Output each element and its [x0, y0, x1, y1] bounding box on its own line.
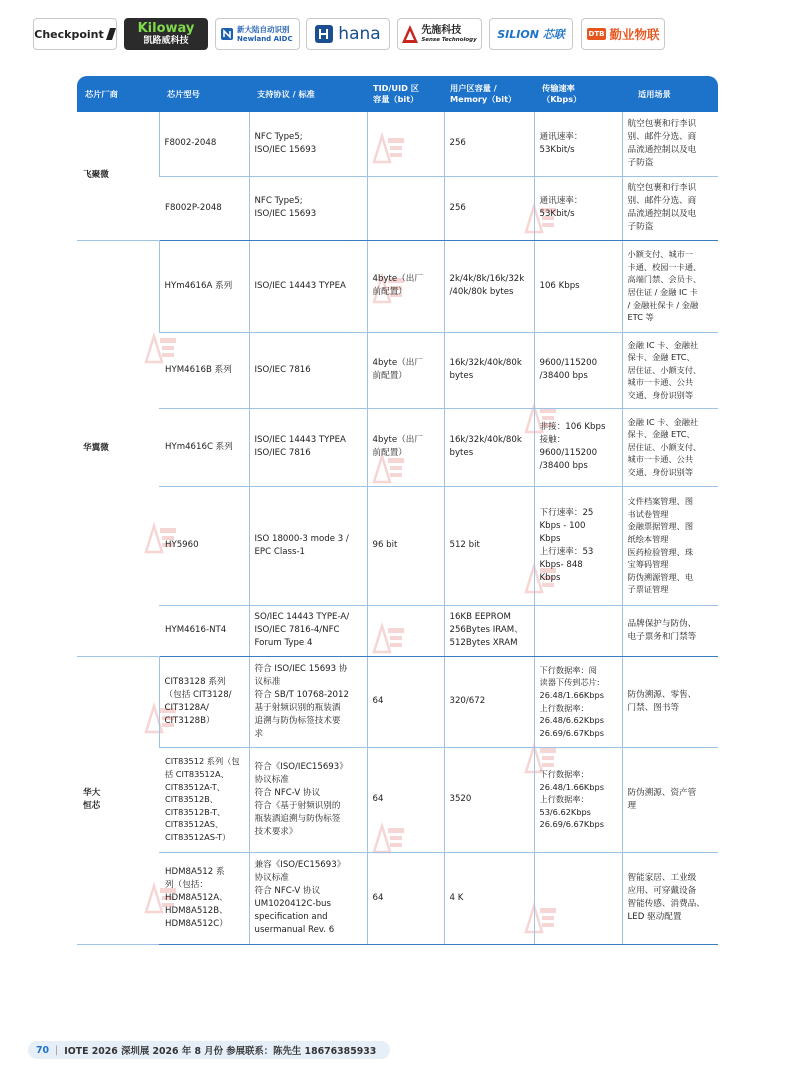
table-row	[77, 408, 718, 486]
newland-logo	[215, 18, 300, 50]
vendor-cell: 华翼微	[77, 240, 159, 656]
page-number: 70	[36, 1044, 50, 1056]
tid-cell: 96 bit	[367, 486, 444, 605]
sense-logo-subtext: Sense Technology	[421, 36, 477, 43]
rate-cell: 非接：106 Kbps 接触： 9600/115200 /38400 bps	[534, 408, 622, 486]
header-tid: TID/UID 区 容量（bit）	[367, 76, 444, 112]
sense-mark-icon	[402, 25, 418, 43]
memory-cell: 16KB EEPROM 256Bytes IRAM、 512Bytes XRAM	[444, 605, 534, 656]
table-row	[77, 852, 718, 944]
memory-cell: 2k/4k/8k/16k/32k /40k/80k bytes	[444, 240, 534, 332]
kiloway-logo-subtext: 凯路威科技	[143, 35, 189, 46]
vendor-cell: 华大 恒芯	[77, 656, 159, 944]
dtb-logo	[581, 18, 665, 50]
rate-cell: 通讯速率： 53Kbit/s	[534, 176, 622, 240]
table-row	[77, 332, 718, 408]
rate-cell: 9600/115200 /38400 bps	[534, 332, 622, 408]
tid-cell: 64	[367, 852, 444, 944]
hana-mark-icon	[315, 25, 333, 43]
chip-spec-table-container	[77, 76, 718, 945]
tid-cell	[367, 176, 444, 240]
newland-mark-icon	[220, 27, 234, 41]
model-cell: CIT83512 系列（包 括 CIT83512A、 CIT83512A-T、 CIT83512B、 CIT83512B-T、 CIT83512AS、 CIT83512AS-T）	[159, 747, 249, 852]
header-vendor: 芯片厂商	[77, 76, 159, 112]
sense-logo-text: 先施科技	[421, 24, 462, 36]
scene-cell: 航空包裹和行李识 别、邮件分选、商 品流通控制以及电 子防盗	[622, 176, 718, 240]
protocol-cell: 符合 ISO/IEC 15693 协 议标准 符合 SB/T 10768-2012 基于射频识别的瓶装酒 追溯与防伪标签技术要 求	[249, 656, 367, 747]
table-row	[77, 656, 718, 747]
header-model: 芯片型号	[159, 76, 249, 112]
tid-cell: 64	[367, 747, 444, 852]
scene-cell: 航空包裹和行李识 别、邮件分选、商 品流通控制以及电 子防盗	[622, 112, 718, 176]
memory-cell: 3520	[444, 747, 534, 852]
footer-separator: |	[55, 1044, 59, 1056]
protocol-cell: NFC Type5; ISO/IEC 15693	[249, 112, 367, 176]
exhibitor-logo-strip	[0, 0, 793, 66]
rate-cell: 下行数据率：阅 读器下传到芯片: 26.48/1.66Kbps 上行数据率： 26.48/6.62Kbps 26.69/6.67Kbps	[534, 656, 622, 747]
scene-cell: 小额支付、城市一 卡通、校园一卡通、 高端门禁、会员卡、 居住证 / 金融 IC 卡 / 金融社保卡 / 金融 ETC 等	[622, 240, 718, 332]
table-row	[77, 605, 718, 656]
dtb-badge: DTB	[588, 30, 605, 38]
checkpoint-logo-text: Checkpoint	[34, 27, 104, 41]
checkpoint-logo	[33, 18, 117, 50]
kiloway-logo	[124, 18, 208, 50]
hana-logo	[306, 18, 390, 50]
sense-logo	[397, 18, 482, 50]
rate-cell: 下行数据率： 26.48/1.66Kbps 上行数据率： 53/6.62Kbps 26.69/6.67Kbps	[534, 747, 622, 852]
memory-cell: 512 bit	[444, 486, 534, 605]
scene-cell: 防伪溯源、资产管 理	[622, 747, 718, 852]
protocol-cell: ISO 18000-3 mode 3 / EPC Class-1	[249, 486, 367, 605]
model-cell: HYm4616A 系列	[159, 240, 249, 332]
tid-cell	[367, 605, 444, 656]
tid-cell: 4byte（出厂 前配置）	[367, 408, 444, 486]
table-row	[77, 112, 718, 176]
table-header	[77, 76, 718, 112]
silion-logo	[489, 18, 573, 50]
hana-logo-text: hana	[338, 24, 381, 44]
protocol-cell: ISO/IEC 14443 TYPEA ISO/IEC 7816	[249, 408, 367, 486]
table-row	[77, 240, 718, 332]
protocol-cell: SO/IEC 14443 TYPE-A/ ISO/IEC 7816-4/NFC Forum Type 4	[249, 605, 367, 656]
header-protocol: 支持协议 / 标准	[249, 76, 367, 112]
scene-cell: 智能家居、工业级 应用、可穿戴设备 智能传感、消费品、 LED 驱动配置	[622, 852, 718, 944]
newland-logo-subtext: Newland AIDC	[237, 34, 293, 43]
model-cell: CIT83128 系列 （包括 CIT3128/ CIT3128A/ CIT3128B）	[159, 656, 249, 747]
memory-cell: 16k/32k/40k/80k bytes	[444, 408, 534, 486]
memory-cell: 320/672	[444, 656, 534, 747]
model-cell: HYM4616-NT4	[159, 605, 249, 656]
memory-cell: 16k/32k/40k/80k bytes	[444, 332, 534, 408]
model-cell: HDM8A512 系 列（包括： HDM8A512A、 HDM8A512B、 HDM8A512C）	[159, 852, 249, 944]
rate-cell	[534, 852, 622, 944]
model-cell: F8002-2048	[159, 112, 249, 176]
header-memory: 用户区容量 / Memory（bit）	[444, 76, 534, 112]
header-scene: 适用场景	[622, 76, 718, 112]
scene-cell: 金融 IC 卡、金融社 保卡、金融 ETC、 居住证、小额支付、 城市一卡通、公共 交通、身份识别等	[622, 408, 718, 486]
scene-cell: 金融 IC 卡、金融社 保卡、金融 ETC、 居住证、小额支付、 城市一卡通、公共 交通、身份识别等	[622, 332, 718, 408]
header-rate: 传输速率 （Kbps）	[534, 76, 622, 112]
scene-cell: 文件档案管理、图 书试卷管理 金融票据管理、图 纸绘本管理 医药检验管理、珠 宝筹码管理 防伪溯源管理、电 子票证管理	[622, 486, 718, 605]
model-cell: HYm4616C 系列	[159, 408, 249, 486]
model-cell: F8002P-2048	[159, 176, 249, 240]
table-body	[77, 112, 718, 944]
rate-cell	[534, 605, 622, 656]
newland-logo-text: 新大陆自动识别	[237, 24, 290, 34]
footer-contact-text: IOTE 2026 深圳展 2026 年 8 月份 参展联系：陈先生 18676385933	[64, 1046, 377, 1057]
protocol-cell: ISO/IEC 7816	[249, 332, 367, 408]
tid-cell: 4byte（出厂 前配置）	[367, 332, 444, 408]
table-row	[77, 747, 718, 852]
rate-cell: 下行速率：25 Kbps - 100 Kbps 上行速率：53 Kbps- 848 Kbps	[534, 486, 622, 605]
header-row	[77, 76, 718, 112]
table-row	[77, 176, 718, 240]
scene-cell: 防伪溯源、零售、 门禁、图书等	[622, 656, 718, 747]
memory-cell: 256	[444, 176, 534, 240]
dtb-logo-text: 勤业物联	[609, 27, 660, 42]
rate-cell: 通讯速率： 53Kbit/s	[534, 112, 622, 176]
protocol-cell: ISO/IEC 14443 TYPEA	[249, 240, 367, 332]
tid-cell: 4byte（出厂 前配置）	[367, 240, 444, 332]
model-cell: HYM4616B 系列	[159, 332, 249, 408]
rate-cell: 106 Kbps	[534, 240, 622, 332]
protocol-cell: 兼容《ISO/EC15693》 协议标准 符合 NFC-V 协议 UM1020412C-bus specification and usermanual Rev. 6	[249, 852, 367, 944]
memory-cell: 256	[444, 112, 534, 176]
checkpoint-mark-icon	[106, 28, 116, 40]
silion-logo-text: SILION 芯联	[497, 28, 565, 41]
scene-cell: 品牌保护与防伪、 电子票务和门禁等	[622, 605, 718, 656]
protocol-cell: NFC Type5; ISO/IEC 15693	[249, 176, 367, 240]
model-cell: HY5960	[159, 486, 249, 605]
memory-cell: 4 K	[444, 852, 534, 944]
kiloway-logo-text: Kiloway	[137, 20, 195, 36]
vendor-cell: 飞聚微	[77, 112, 159, 240]
tid-cell: 64	[367, 656, 444, 747]
page-footer	[28, 1041, 390, 1059]
chip-spec-table	[77, 76, 718, 945]
tid-cell	[367, 112, 444, 176]
table-row	[77, 486, 718, 605]
protocol-cell: 符合《ISO/IEC15693》 协议标准 符合 NFC-V 协议 符合《基于射频识别的 瓶装酒追溯与防伪标签 技术要求》	[249, 747, 367, 852]
